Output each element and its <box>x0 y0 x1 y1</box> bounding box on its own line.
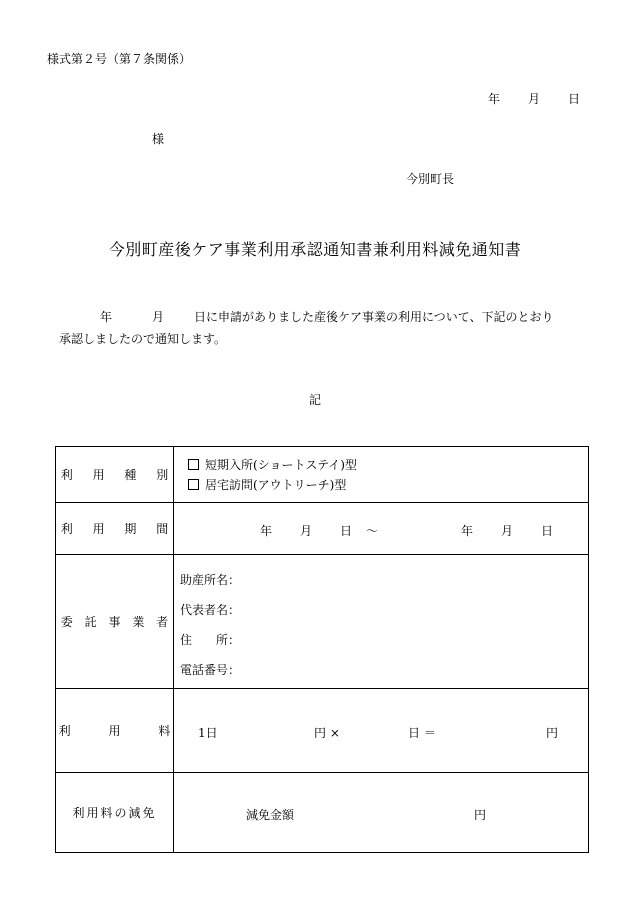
contractor-label: 委 託 事 業 者 <box>56 555 174 689</box>
field-address: 住 所： <box>180 633 241 647</box>
row-fee <box>56 689 589 773</box>
fee-value <box>174 689 589 773</box>
body-month-label: 月 <box>152 310 165 324</box>
usage-type-label: 利 用 種 別 <box>56 447 174 503</box>
period-to-month: 月 <box>501 524 514 538</box>
period-from-year: 年 <box>260 524 273 538</box>
field-midwifery-name: 助産所名： <box>180 573 241 587</box>
period-to-year: 年 <box>461 524 474 538</box>
fee-yen: 円 <box>546 726 559 740</box>
date-month-label: 月 <box>528 92 541 106</box>
body-line-2: 承認しましたので通知します。 <box>59 332 227 346</box>
usage-period-label: 利 用 期 間 <box>56 503 174 555</box>
recipient-suffix: 様 <box>152 132 165 146</box>
reduction-label: 利用料の減免 <box>56 773 174 853</box>
date-day-label: 日 <box>568 92 581 106</box>
checkbox-icon[interactable] <box>188 459 199 470</box>
date-year-label: 年 <box>488 92 501 106</box>
document-title: 今別町産後ケア事業利用承認通知書兼利用料減免通知書 <box>108 240 522 259</box>
checkbox-icon[interactable] <box>188 479 199 490</box>
field-phone: 電話番号： <box>180 663 241 677</box>
contractor-value <box>174 555 589 689</box>
body-line-1-text: 日に申請がありました産後ケア事業の利用について、下記のとおり <box>194 310 554 324</box>
row-reduction <box>56 773 589 853</box>
period-from-day: 日 <box>340 524 353 538</box>
period-tilde: ～ <box>366 524 379 538</box>
reduction-yen: 円 <box>474 808 487 822</box>
row-usage-period <box>56 503 589 555</box>
fee-label: 利 用 料 <box>56 689 174 773</box>
reduction-amount-label: 減免金額 <box>246 808 295 822</box>
form-number: 様式第２号（第７条関係） <box>47 52 192 66</box>
period-from-month: 月 <box>300 524 313 538</box>
notice-table <box>55 446 589 853</box>
field-representative: 代表者名： <box>180 603 241 617</box>
fee-days-eq: 日 ＝ <box>408 726 436 740</box>
row-contractor <box>56 555 589 689</box>
fee-yen-times: 円 × <box>314 726 340 740</box>
body-line-1 <box>100 308 554 325</box>
period-to-day: 日 <box>541 524 554 538</box>
usage-type-value <box>174 447 589 503</box>
body-year-label: 年 <box>100 310 113 324</box>
ki-heading: 記 <box>308 393 321 407</box>
issuer-name: 今別町長 <box>406 172 455 186</box>
reduction-value <box>174 773 589 853</box>
fee-per-day: 1日 <box>198 726 218 740</box>
usage-period-value <box>174 503 589 555</box>
option-short-stay[interactable]: 短期入所(ショートステイ)型 <box>188 456 357 473</box>
option-outreach[interactable]: 居宅訪問(アウトリーチ)型 <box>188 476 346 493</box>
row-usage-type <box>56 447 589 503</box>
